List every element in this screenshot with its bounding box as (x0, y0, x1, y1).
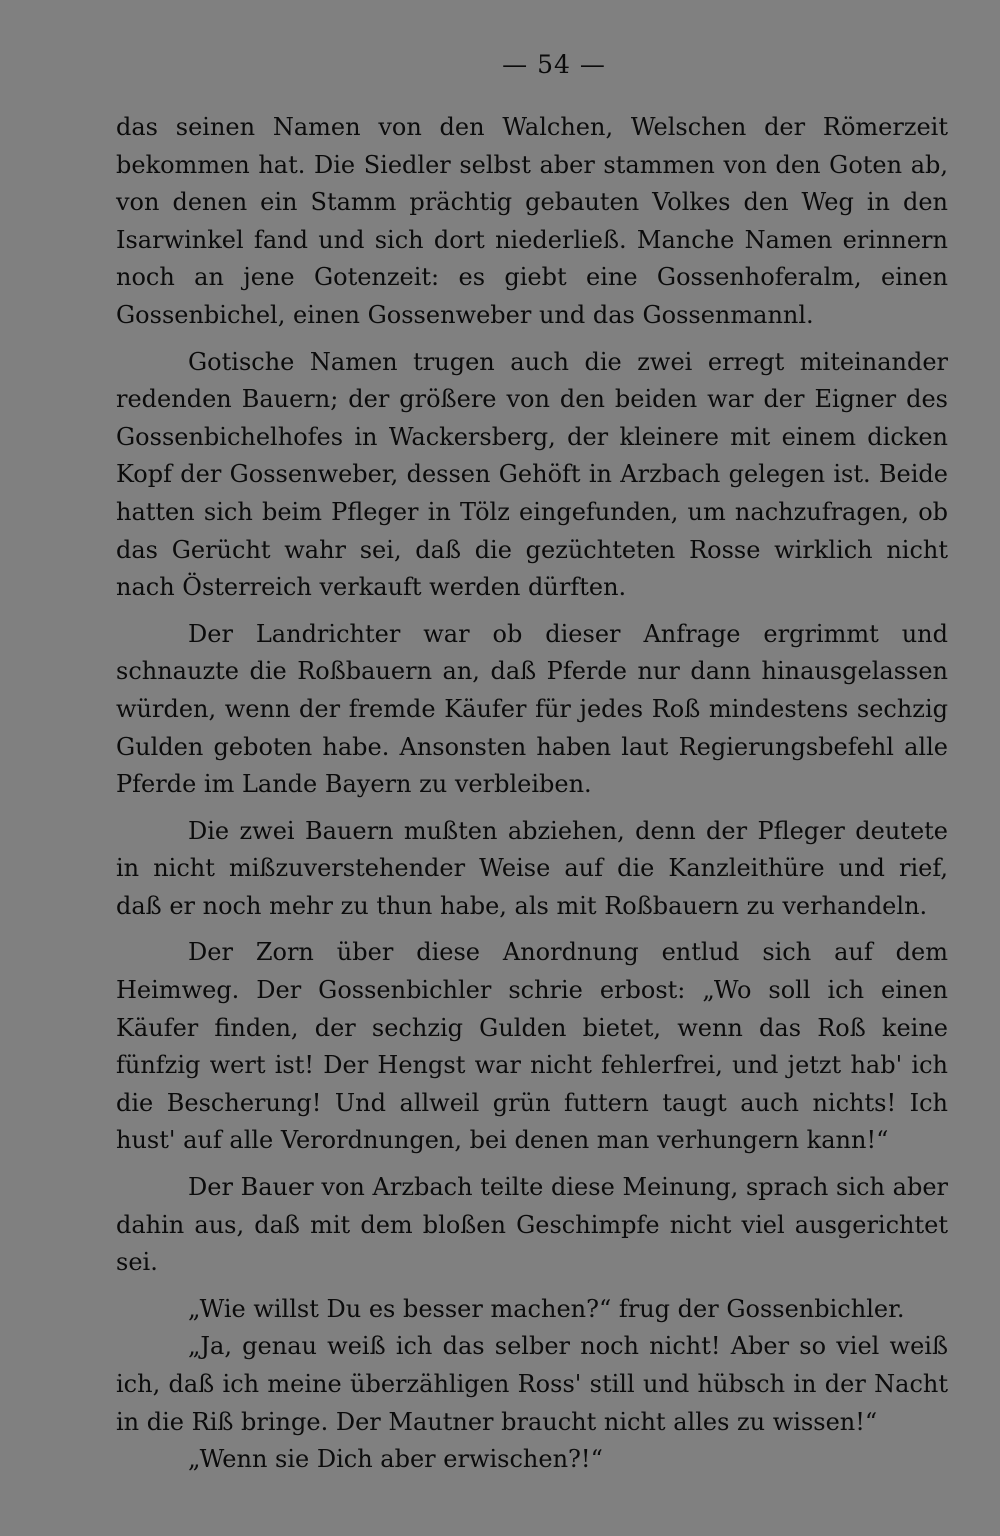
page-number: — 54 — (502, 50, 606, 79)
paragraph: das seinen Namen von den Walchen, Welschen der Römerzeit bekommen hat. Die Siedler selbst aber stammen von den Goten ab, von denen ein Stamm prächtig gebauten Volkes den Weg in den Isarwinkel fand und sich dort niederließ. Manche Namen erinnern noch an jene Gotenzeit: es giebt eine Gossenhoferalm, einen Gossenbichel, einen Gossenweber und das Gossenmannl. (116, 113, 948, 329)
page-text (116, 109, 948, 1479)
paragraph: „Ja, genau weiß ich das selber noch nicht! Aber so viel weiß ich, daß ich meine überzähligen Ross' still und hübsch in der Nacht in die Riß bringe. Der Mautner braucht nicht alles zu wissen!“ (116, 1332, 948, 1436)
paragraph: Der Zorn über diese Anordnung entlud sich auf dem Heimweg. Der Gossenbichler schrie erbost: „Wo soll ich einen Käufer finden, der sechzig Gulden bietet, wenn das Roß keine fünfzig wert ist! Der Hengst war nicht fehlerfrei, und jetzt hab' ich die Bescherung! Und allweil grün futtern taugt auch nichts! Ich hust' auf alle Verordnungen, bei denen man verhungern kann!“ (116, 938, 948, 1155)
paragraph: Die zwei Bauern mußten abziehen, denn der Pfleger deutete in nicht mißzuverstehender Weise auf die Kanzleithüre und rief, daß er noch mehr zu thun habe, als mit Roßbauern zu verhandeln. (116, 816, 948, 920)
paragraph: „Wenn sie Dich aber erwischen?!“ (188, 1445, 603, 1474)
paragraph: Der Landrichter war ob dieser Anfrage ergrimmt und schnauzte die Roßbauern an, daß Pferde nur dann hinausgelassen würden, wenn der fremde Käufer für jedes Roß mindestens sechzig Gulden geboten habe. Ansonsten haben laut Regierungsbefehl alle Pferde im Lande Bayern zu verbleiben. (116, 619, 948, 799)
paragraph: „Wie willst Du es besser machen?“ frug der Gossenbichler. (188, 1294, 905, 1323)
paragraph: Der Bauer von Arzbach teilte diese Meinung, sprach sich aber dahin aus, daß mit dem bloßen Geschimpfe nicht viel ausgerichtet sei. (116, 1173, 948, 1277)
paragraph: Gotische Namen trugen auch die zwei erregt miteinander redenden Bauern; der größere von den beiden war der Eigner des Gossenbichelhofes in Wackersberg, der kleinere mit einem dicken Kopf der Gossenweber, dessen Gehöft in Arzbach gelegen ist. Beide hatten sich beim Pfleger in Tölz eingefunden, um nachzufragen, ob das Gerücht wahr sei, daß die gezüchteten Rosse wirklich nicht nach Österreich verkauft werden dürften. (116, 347, 948, 602)
